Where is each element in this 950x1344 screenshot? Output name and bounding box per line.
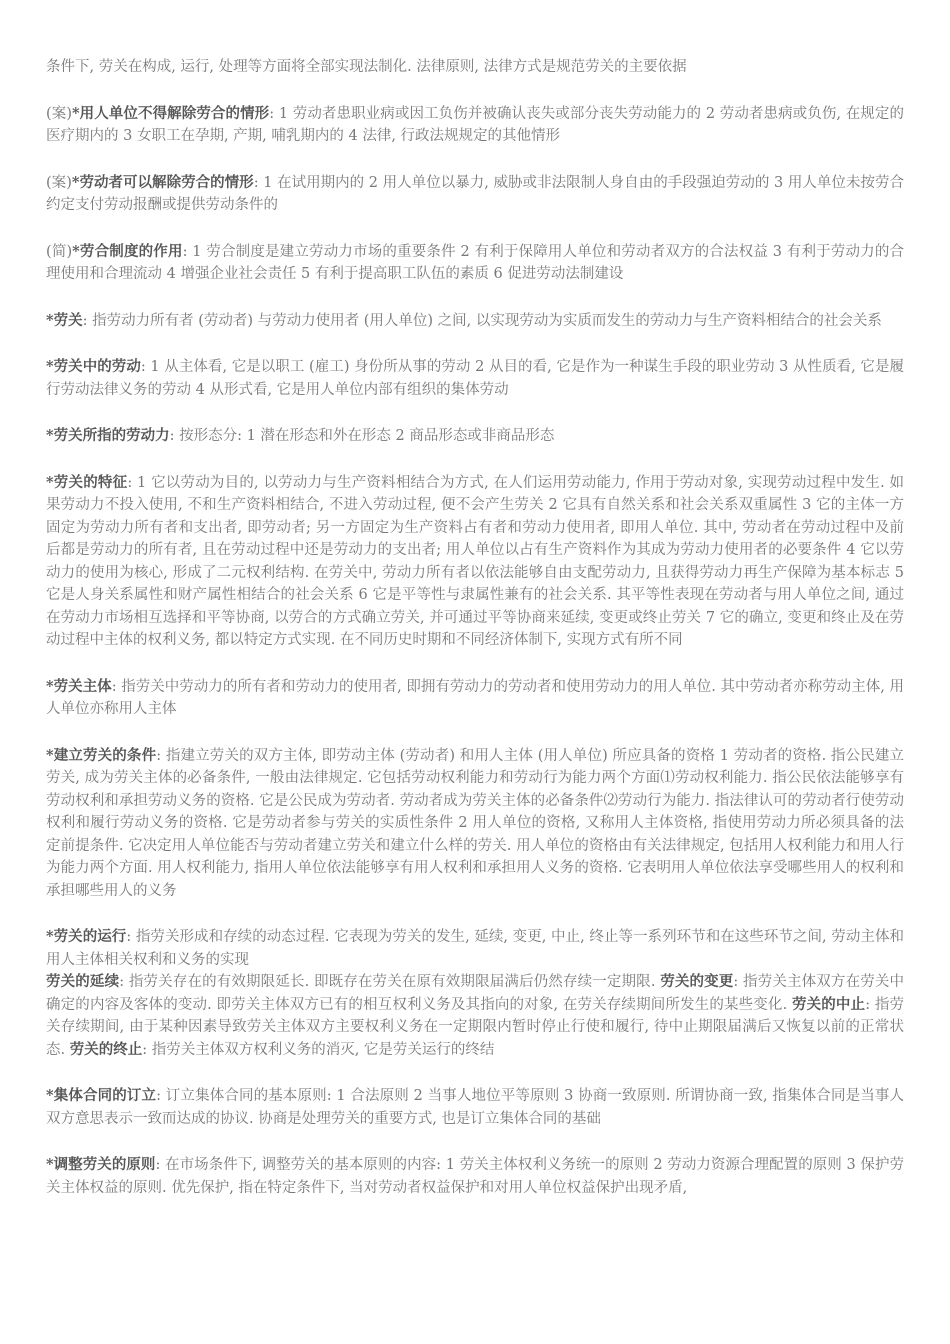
paragraph-term: *建立劳关的条件 [46,746,157,764]
paragraph-term: *劳关主体 [46,677,112,695]
paragraph-text: : 指劳关主体双方权利义务的消灭, 它是劳关运行的终结 [142,1041,495,1058]
paragraph-subjects [46,676,904,721]
paragraph-prefix: (案) [46,105,72,122]
paragraph-term: *调整劳关的原则 [46,1156,156,1173]
paragraph-text: : 指劳动力所有者 (劳动者) 与劳动力使用者 (用人单位) 之间, 以实现劳动为实质而发生的劳动力与生产资料相结合的社会关系 [82,312,882,329]
paragraph-term: *劳关 [46,311,83,329]
paragraph-intro [46,56,904,79]
paragraph-text: : 1 劳合制度是建立劳动力市场的重要条件 2 有利于保障用人单位和劳动者双方的合法权益 3 有利于劳动力的合理使用和合理流动 4 增强企业社会责任 5 有利于提高职工队伍的素质 6 促进劳动法制建设 [46,243,904,282]
paragraph-term: *劳关的特征 [46,473,128,491]
paragraph-text: : 1 在试用期内的 2 用人单位以暴力, 威胁或非法限制人身自由的手段强迫劳动的 3 用人单位未按劳合约定支付劳动报酬或提供劳动条件的 [46,174,904,213]
term-change: 劳关的变更 [660,973,734,990]
paragraph-text: : 在市场条件下, 调整劳关的基本原则的内容: 1 劳关主体权利义务统一的原则 2 劳动力资源合理配置的原则 3 保护劳关主体权益的原则. 优先保护, 指在特定条件下, 当对劳动者权益保护和对用人单位权益保护出现矛盾, [46,1157,904,1196]
term-termination: 劳关的终止 [69,1040,143,1058]
paragraph-term: *劳动者可以解除劳合的情形 [71,173,254,191]
paragraph-text: : 指劳关主体双方在劳关中确定的内容及客体的变动. 即劳关主体双方已有的相互权利义务及其指向的对象, 在劳关存续期间所发生的某些变化. [46,974,905,1013]
paragraph-text: : 按形态分: 1 潜在形态和外在形态 2 商品形态或非商品形态 [169,428,555,444]
paragraph-contract-system-role [46,241,904,286]
paragraph-text: : 指劳关存续期间, 由于某种因素导致劳关主体双方主要权利义务在一定期限内暂时停止行使和履行, 待中止期限届满后又恢复以前的正常状态. [46,996,904,1058]
paragraph-operation-stages [46,971,904,1061]
paragraph-text: 条件下, 劳关在构成, 运行, 处理等方面将全部实现法制化. 法律原则, 法律方式是规范劳关的主要依据 [46,59,687,75]
paragraph-text: : 1 从主体看, 它是以职工 (雇工) 身份所从事的劳动 2 从目的看, 它是作为一种谋生手段的职业劳动 3 从性质看, 它是履行劳动法律义务的劳动 4 从形式看, 它是用人单位内部有组织的集体劳动 [46,359,904,398]
paragraph-operation [46,926,904,971]
paragraph-worker-may-terminate [46,172,904,217]
paragraph-text: : 指劳关存在的有效期限延长. 即既存在劳关在原有效期限届满后仍然存续一定期限. [119,974,661,990]
paragraph-text: : 指劳关形成和存续的动态过程. 它表现为劳关的发生, 延续, 变更, 中止, 终止等一系列环节和在这些环节之间, 劳动主体和用人主体相关权利和义务的实现 [46,929,904,968]
paragraph-term: *劳关的运行 [46,928,127,945]
paragraph-prefix: (案) [46,174,72,191]
paragraph-prefix: (简) [46,243,73,260]
paragraph-labor-force [46,425,904,448]
paragraph-collective-contract [46,1085,904,1130]
paragraph-term: *劳关所指的劳动力 [46,427,170,444]
term-continuation: 劳关的延续 [46,973,120,990]
paragraph-term: *用人单位不得解除劳合的情形 [71,104,270,122]
paragraph-labor-relation [46,310,904,333]
paragraph-text: : 1 它以劳动为目的, 以劳动力与生产资料相结合为方式, 在人们运用劳动能力, 作用于劳动对象, 实现劳动过程中发生. 如果劳动力不投入使用, 不和生产资料相结合, 不进入劳动过程, 便不会产生劳关 2 它具有自然关系和社会关系双重属性 3 它的主体一方固定为劳动力所有者和支出者, 即劳动者; 另一方固定为生产资料占有者和劳动力使用者, 即用人单位. 其中, 劳动者在劳动过程中及前后都是劳动力的所有者, 且在劳动过程中还是劳动力的支出者; 用人单位以占有生产资料作为其成为劳动力使用者的必要条件 4 它以劳动力的使用为核心, 形成了二元权利结构. 在劳关中, 劳动力所有者以依法能够自由支配劳动力, 且获得劳动力再生产保障为基本标志 5 它是人身关系属性和财产属性相结合的社会关系 6 它是平等性与隶属性兼有的社会关系. 其平等性表现在劳动者与用人单位之间, 通过在劳动力市场相互选择和平等协商, 以劳合的方式确立劳关, 并可通过平等协商来延续, 变更或终止劳关 7 它的确立, 变更和终止及在劳动过程中主体的权利义务, 都以特定方式实现. 在不同历史时期和不同经济体制下, 实现方式有所不同 [46,474,904,648]
paragraph-term: *劳关中的劳动 [46,358,141,375]
paragraph-term: *集体合同的订立 [46,1087,157,1104]
paragraph-text: : 订立集体合同的基本原则: 1 合法原则 2 当事人地位平等原则 3 协商一致原则. 所谓协商一致, 指集体合同是当事人双方意思表示一致而达成的协议. 协商是处理劳关的重要方式, 也是订立集体合同的基础 [46,1088,904,1127]
paragraph-term: *劳合制度的作用 [72,242,183,260]
term-suspension: 劳关的中止 [791,995,866,1013]
paragraph-adjustment-principles [46,1154,904,1199]
paragraph-labor-in-relation [46,356,904,401]
paragraph-conditions [46,745,904,903]
paragraph-text: : 指劳关中劳动力的所有者和劳动力的使用者, 即拥有劳动力的劳动者和使用劳动力的用人单位. 其中劳动者亦称劳动主体, 用人单位亦称用人主体 [46,678,904,717]
paragraph-text: : 1 劳动者患职业病或因工负伤并被确认丧失或部分丧失劳动能力的 2 劳动者患病或负伤, 在规定的医疗期内的 3 女职工在孕期, 产期, 哺乳期内的 4 法律, 行政法规规定的其他情形 [46,105,904,144]
paragraph-features [46,472,904,652]
paragraph-cannot-terminate [46,103,904,148]
paragraph-text: : 指建立劳关的双方主体, 即劳动主体 (劳动者) 和用人主体 (用人单位) 所应具备的资格 1 劳动者的资格. 指公民建立劳关, 成为劳关主体的必备条件, 一般由法律规定. 它包括劳动权利能力和劳动行为能力两个方面⑴劳动权利能力. 指公民依法能够享有劳动权利和承担劳动义务的资格. 它是公民成为劳动者. 劳动者成为劳关主体的必备条件⑵劳动行为能力. 指法律认可的劳动者行使劳动权利和履行劳动义务的资格. 它是劳动者参与劳关的实质性条件 2 用人单位的资格, 又称用人主体资格, 指使用劳动力所必须具备的法定前提条件. 它决定用人单位能否与劳动者建立劳关和建立什么样的劳关. 用人单位的资格由有关法律规定, 包括用人权利能力和用人行为能力两个方面. 用人权利能力, 指用人单位依法能够享有用人权利和承担用人义务的资格. 它表明用人单位依法享受哪些用人的权利和承担哪些用人的义务 [46,747,904,899]
